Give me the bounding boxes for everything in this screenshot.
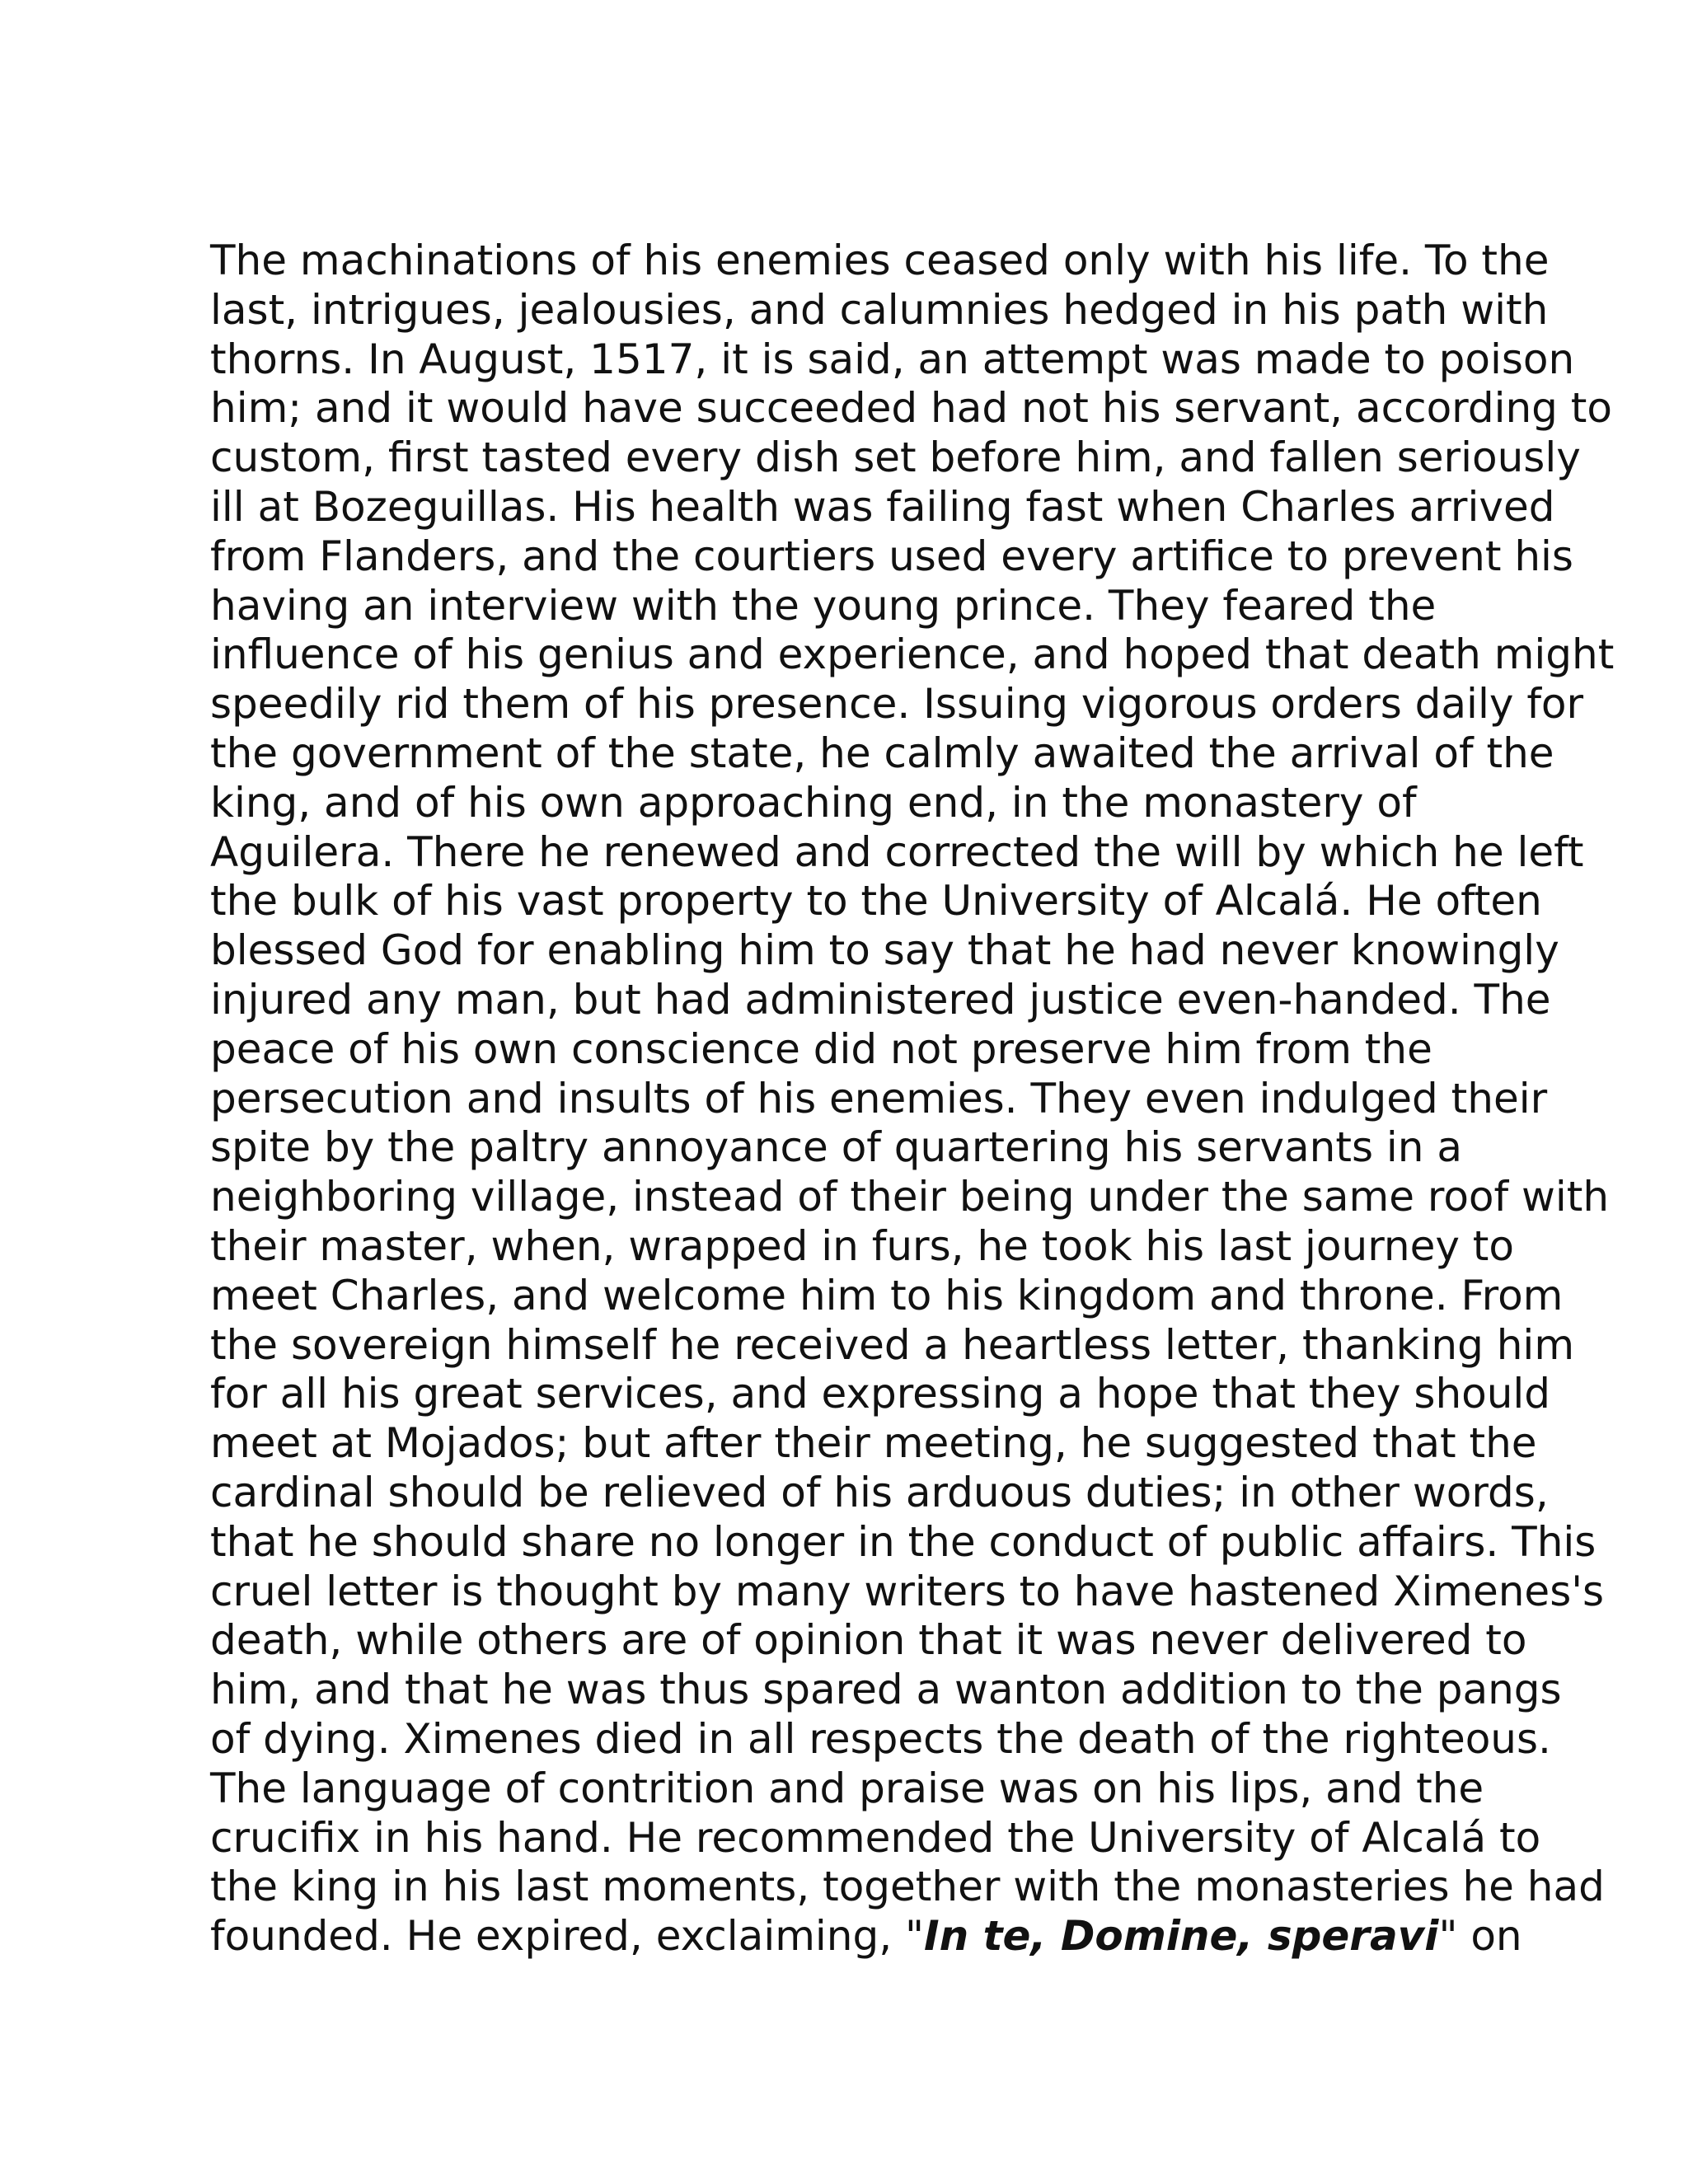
text-segment: founded. He expired, exclaiming, "	[210, 1912, 925, 1961]
text-line: ill at Bozeguillas. His health was failing fast when Charles arrived	[210, 482, 1555, 531]
text-line: custom, first tasted every dish set before him, and fallen seriously	[210, 434, 1581, 482]
text-line: their master, when, wrapped in furs, he took his last journey to	[210, 1221, 1515, 1270]
text-line: speedily rid them of his presence. Issuing vigorous orders daily for	[210, 680, 1584, 729]
text-line: the sovereign himself he received a heartless letter, thanking him	[210, 1320, 1575, 1369]
text-line: death, while others are of opinion that it was never delivered to	[210, 1616, 1527, 1665]
text-line: the bulk of his vast property to the University of Alcalá. He often	[210, 877, 1542, 926]
text-line: The machinations of his enemies ceased only with his life. To the	[210, 237, 1550, 284]
text-segment: " on	[1438, 1912, 1522, 1961]
text-line-last	[210, 1912, 1529, 1961]
text-line: spite by the paltry annoyance of quartering his servants in a	[210, 1123, 1463, 1172]
text-line: neighboring village, instead of their being under the same roof with	[210, 1173, 1610, 1221]
text-line: cruel letter is thought by many writers to have hastened Ximenes's	[210, 1567, 1605, 1615]
text-line: meet at Mojados; but after their meeting, he suggested that the	[210, 1419, 1537, 1468]
text-line: the government of the state, he calmly awaited the arrival of the	[210, 729, 1554, 777]
text-line: injured any man, but had administered justice even-handed. The	[210, 975, 1551, 1024]
text-line: for all his great services, and expressing a hope that they should	[210, 1370, 1551, 1418]
text-line: him; and it would have succeeded had not his servant, according to	[210, 384, 1613, 433]
text-line: crucifix in his hand. He recommended the University of Alcalá to	[210, 1813, 1541, 1862]
text-line: Aguilera. There he renewed and corrected the will by which he left	[210, 827, 1584, 876]
text-line: last, intrigues, jealousies, and calumnies hedged in his path with	[210, 285, 1549, 334]
text-line: the king in his last moments, together with the monasteries he had	[210, 1863, 1605, 1911]
body-paragraph	[210, 237, 1615, 1961]
text-line: of dying. Ximenes died in all respects the death of the righteous.	[210, 1714, 1551, 1763]
text-line: meet Charles, and welcome him to his kingdom and throne. From	[210, 1271, 1564, 1319]
text-line: The language of contrition and praise was on his lips, and the	[210, 1764, 1484, 1812]
text-line: influence of his genius and experience, and hoped that death might	[210, 630, 1615, 679]
text-line: blessed God for enabling him to say that he had never knowingly	[210, 926, 1559, 975]
latin-phrase: In te, Domine, speravi	[924, 1912, 1439, 1961]
text-line: peace of his own conscience did not preserve him from the	[210, 1024, 1432, 1073]
text-line: that he should share no longer in the conduct of public affairs. This	[210, 1517, 1597, 1566]
text-line: him, and that he was thus spared a wanton addition to the pangs	[210, 1666, 1562, 1714]
text-line: from Flanders, and the courtiers used every artifice to prevent his	[210, 532, 1573, 580]
text-line: thorns. In August, 1517, it is said, an attempt was made to poison	[210, 335, 1575, 383]
text-line: cardinal should be relieved of his arduous duties; in other words,	[210, 1468, 1549, 1516]
text-line: having an interview with the young prince. They feared the	[210, 581, 1437, 630]
text-line: king, and of his own approaching end, in the monastery of	[210, 778, 1417, 827]
text-line: persecution and insults of his enemies. They even indulged their	[210, 1074, 1548, 1122]
